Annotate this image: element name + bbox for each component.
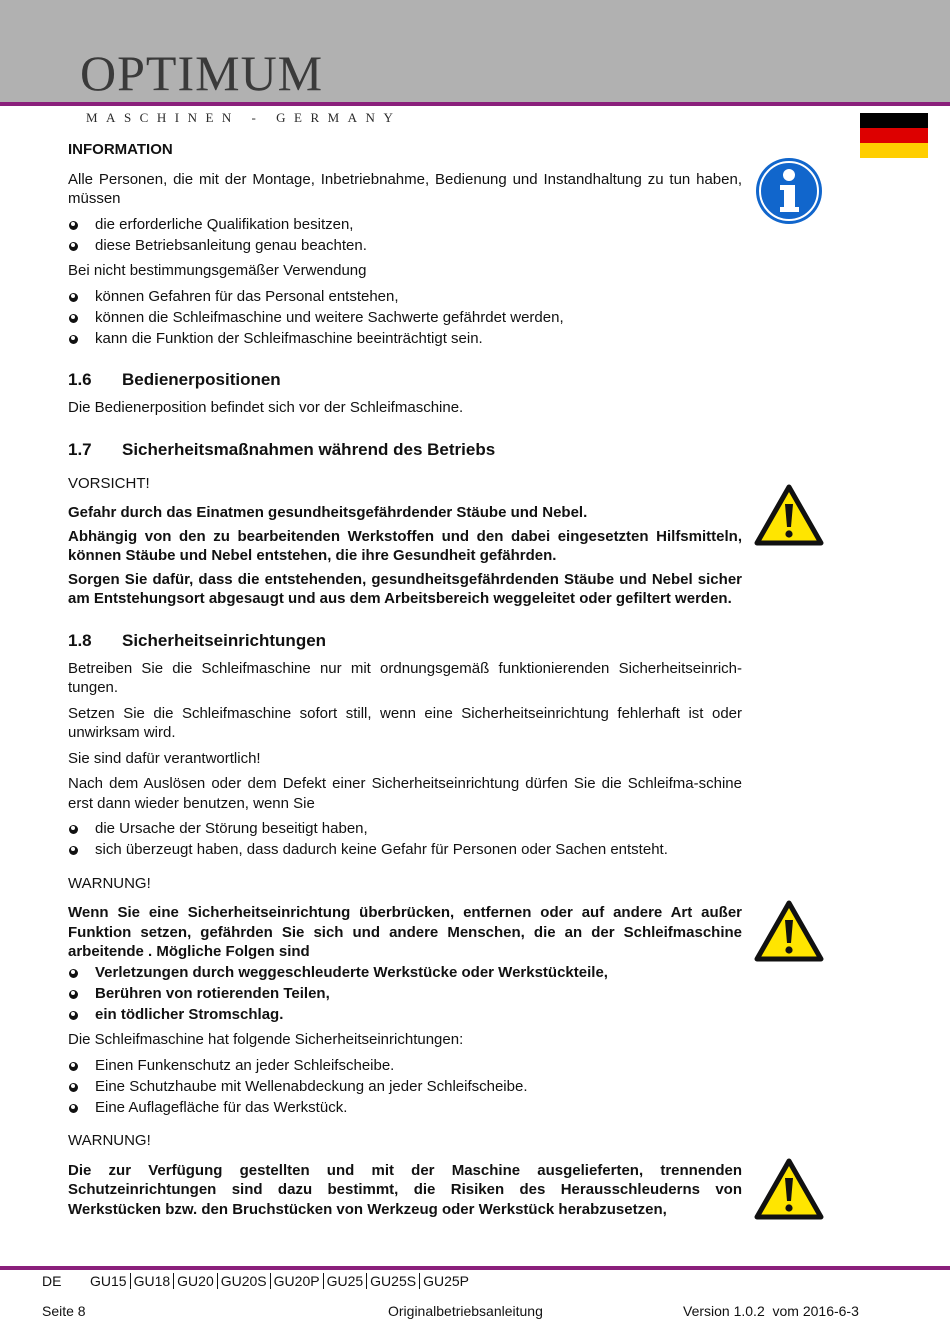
bullet-icon — [69, 1062, 78, 1071]
warning-text: Die zur Verfügung gestellten und mit der Maschine ausgelieferten, trennenden Schutzeinrichtungen sind dazu bestimmt, die Risiken des Herausschleuderns von Werkstücken bzw. den Bruchstücken von Werkzeug oder Werkstück herabzusetzen, — [68, 1161, 742, 1218]
footer-divider — [0, 1266, 950, 1270]
information-label: INFORMATION — [68, 141, 173, 158]
document-body — [68, 140, 742, 1225]
section-1-8-text: Nach dem Auslösen oder dem Defekt einer Sicherheitseinrichtung dürfen Sie die Schleifma-schine erst dann wieder benutzen, wenn Sie — [68, 775, 742, 812]
brand-subtitle: MASCHINEN - GERMANY — [86, 110, 402, 125]
caution-text: Abhängig von den zu bearbeitenden Werkstoffen und den dabei eingesetzten Hilfsmitteln, können Stäube und Nebel entstehen, die ihre Gesundheit gefährden. — [68, 527, 742, 564]
warning-label: WARNUNG! — [68, 1132, 151, 1149]
warning-label: WARNUNG! — [68, 874, 151, 892]
bullet-icon — [69, 242, 78, 251]
bullet-icon — [69, 335, 78, 344]
list-item: Eine Auflagefläche für das Werkstück. — [68, 1098, 742, 1118]
list-item: Eine Schutzhaube mit Wellenabdeckung an jeder Schleifscheibe. — [68, 1077, 742, 1097]
caution-text: Sorgen Sie dafür, dass die entstehenden, gesundheitsgefährdenden Stäube und Nebel sicher am Entstehungsort abgesaugt und aus dem Arbeitsbereich weggeleitet oder gefiltert werden. — [68, 570, 742, 607]
model-label: GU18 — [130, 1273, 174, 1289]
bullet-icon — [69, 990, 78, 999]
list-item: diese Betriebsanleitung genau beachten. — [68, 236, 742, 256]
footer-document-type: Originalbetriebsanleitung — [388, 1303, 543, 1319]
bullet-icon — [69, 314, 78, 323]
misuse-text: Bei nicht bestimmungsgemäßer Verwendung — [68, 262, 367, 279]
header-divider — [0, 102, 950, 106]
list-item: Verletzungen durch weggeschleuderte Werkstücke oder Werkstückteile, — [68, 963, 742, 983]
section-heading-1-7: 1.7 Sicherheitsmaßnahmen während des Betriebs — [68, 439, 496, 459]
section-1-8-text: Betreiben Sie die Schleifmaschine nur mit ordnungsgemäß funktionierenden Sicherheitseinrich-tungen. — [68, 659, 742, 696]
warning-icon — [754, 1158, 824, 1220]
caution-warning-icon — [754, 484, 824, 546]
consequences-list — [68, 963, 742, 1025]
info-intro: Alle Personen, die mit der Montage, Inbetriebnahme, Bedienung und Instandhaltung zu tun haben, müssen — [68, 170, 742, 207]
list-item: kann die Funktion der Schleifmaschine beeinträchtigt sein. — [68, 329, 742, 349]
model-label: GU25 — [323, 1273, 367, 1289]
section-heading-1-6: 1.6 Bedienerpositionen — [68, 370, 281, 389]
safety-devices-list — [68, 1056, 742, 1118]
bullet-icon — [69, 221, 78, 230]
bullet-icon — [69, 825, 78, 834]
section-1-8-text: Setzen Sie die Schleifmaschine sofort still, wenn eine Sicherheitseinrichtung fehlerhaft ist oder unwirksam wird. — [68, 704, 742, 741]
warning-icon — [754, 900, 824, 962]
model-label: GU20 — [173, 1273, 217, 1289]
model-label: GU25S — [366, 1273, 419, 1289]
bullet-icon — [69, 293, 78, 302]
qualification-list — [68, 215, 742, 256]
list-item: ein tödlicher Stromschlag. — [68, 1005, 742, 1025]
list-item: Berühren von rotierenden Teilen, — [68, 984, 742, 1004]
section-1-6-text: Die Bedienerposition befindet sich vor der Schleifmaschine. — [68, 399, 464, 416]
list-item: können die Schleifmaschine und weitere Sachwerte gefährdet werden, — [68, 308, 742, 328]
information-icon — [754, 156, 824, 226]
list-item: sich überzeugt haben, dass dadurch keine Gefahr für Personen oder Sachen entsteht. — [68, 840, 742, 860]
section-1-8-text: Sie sind dafür verantwortlich! — [68, 749, 261, 767]
restart-conditions-list — [68, 819, 742, 860]
misuse-list — [68, 287, 742, 349]
model-label: GU20S — [217, 1273, 270, 1289]
footer-version: Version 1.0.2 vom 2016-6-3 — [683, 1303, 859, 1319]
bullet-icon — [69, 846, 78, 855]
list-item: können Gefahren für das Personal entstehen, — [68, 287, 742, 307]
section-heading-1-8: 1.8 Sicherheitseinrichtungen — [68, 630, 327, 650]
list-item: Einen Funkenschutz an jeder Schleifscheibe. — [68, 1056, 742, 1076]
footer-model-list — [90, 1273, 472, 1289]
caution-title: Gefahr durch das Einatmen gesundheitsgefährdender Stäube und Nebel. — [68, 504, 588, 521]
model-label: GU25P — [419, 1273, 472, 1289]
bullet-icon — [69, 1011, 78, 1020]
footer-language: DE — [42, 1273, 62, 1289]
bullet-icon — [69, 1083, 78, 1092]
caution-label: VORSICHT! — [68, 474, 150, 492]
footer-page-number: Seite 8 — [42, 1303, 86, 1319]
safety-devices-intro: Die Schleifmaschine hat folgende Sicherheitseinrichtungen: — [68, 1031, 464, 1048]
list-item: die erforderliche Qualifikation besitzen, — [68, 215, 742, 235]
germany-flag-icon — [860, 113, 928, 158]
bullet-icon — [69, 969, 78, 978]
list-item: die Ursache der Störung beseitigt haben, — [68, 819, 742, 839]
model-label: GU15 — [90, 1273, 127, 1289]
brand-logo: OPTIMUM — [80, 45, 324, 101]
bullet-icon — [69, 1104, 78, 1113]
warning-text: Wenn Sie eine Sicherheitseinrichtung überbrücken, entfernen oder auf andere Art außer Funktion setzen, gefährden Sie sich und andere Menschen, die an der Schleifmaschine arbeitende . Mögliche Folgen sind — [68, 904, 742, 960]
model-label: GU20P — [270, 1273, 323, 1289]
